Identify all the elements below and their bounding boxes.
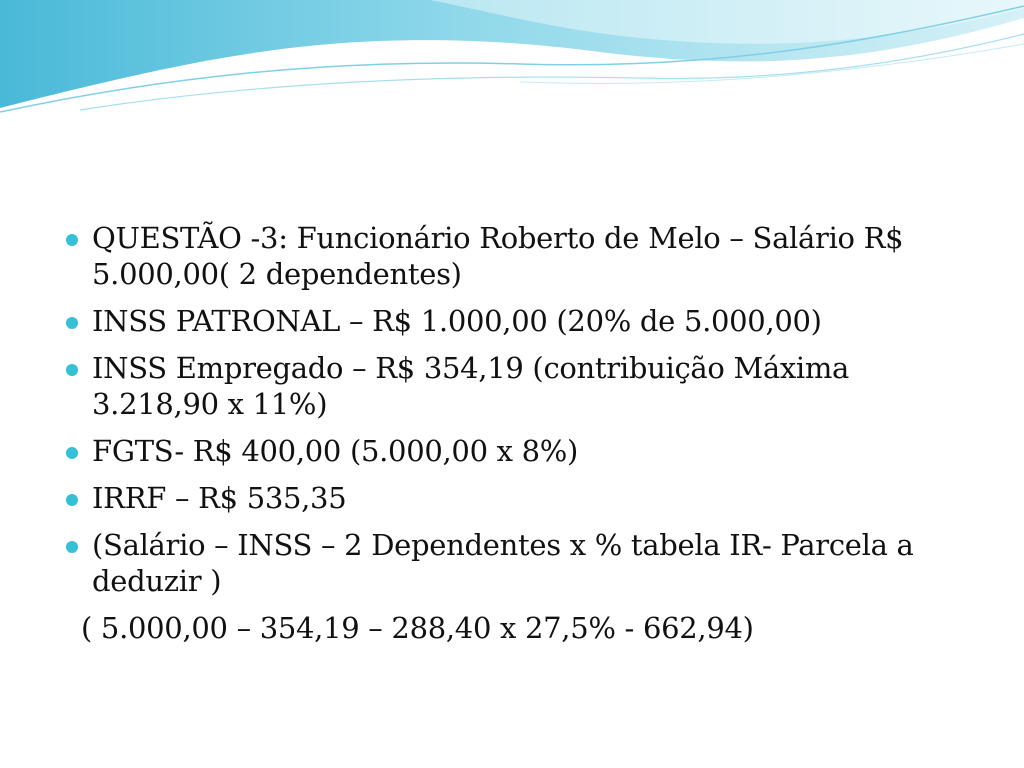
bullet-dot (66, 234, 78, 246)
bullet-text: FGTS- R$ 400,00 (5.000,00 x 8%) (92, 434, 579, 468)
bullet-list (62, 220, 982, 599)
bullet-item-inss-empregado (62, 350, 982, 422)
bullet-item-irrf (62, 480, 982, 516)
slide-content (62, 220, 982, 646)
bullet-dot (66, 317, 78, 329)
bullet-text: INSS Empregado – R$ 354,19 (contribuição Máxima 3.218,90 x 11%) (92, 351, 850, 421)
bullet-dot (66, 447, 78, 459)
bullet-item-question (62, 220, 982, 292)
bullet-item-inss-patronal (62, 303, 982, 339)
bullet-dot (66, 541, 78, 553)
wave-header-decoration (0, 0, 1024, 130)
bullet-text: INSS PATRONAL – R$ 1.000,00 (20% de 5.000,00) (92, 304, 822, 338)
bullet-dot (66, 364, 78, 376)
bullet-text: QUESTÃO -3: Funcionário Roberto de Melo – Salário R$ 5.000,00( 2 dependentes) (92, 221, 904, 291)
bullet-text: (Salário – INSS – 2 Dependentes x % tabela IR- Parcela a deduzir ) (92, 528, 914, 598)
bullet-dot (66, 494, 78, 506)
formula-line: ( 5.000,00 – 354,19 – 288,40 x 27,5% - 662,94) (81, 611, 754, 645)
bullet-text: IRRF – R$ 535,35 (92, 481, 347, 515)
bullet-item-calculation (62, 527, 982, 599)
bullet-item-fgts (62, 433, 982, 469)
